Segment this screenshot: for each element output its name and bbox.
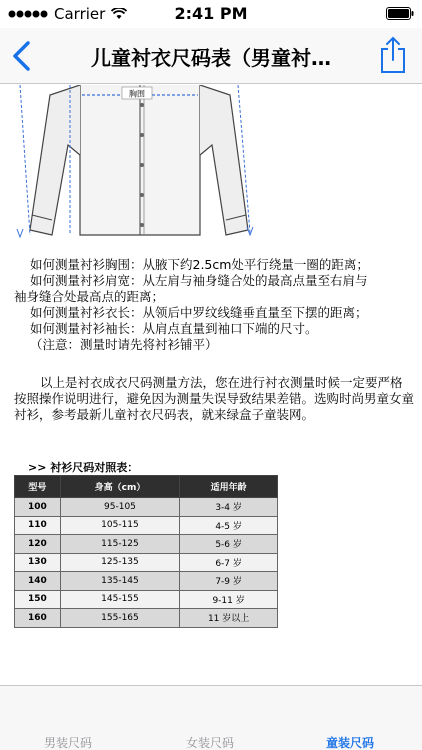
article-content xyxy=(0,85,422,685)
table-header: 适用年龄 xyxy=(180,476,278,498)
tab-women-sizes[interactable]: 女装尺码 xyxy=(186,736,235,750)
tab-bar xyxy=(0,685,422,750)
shoulder-instruction-cont: 袖身缝合处最高点的距离； xyxy=(14,289,165,304)
table-row: 160 155-165 11 岁以上 xyxy=(15,609,278,628)
table-row: 150 145-155 9-11 岁 xyxy=(15,590,278,609)
share-icon[interactable] xyxy=(380,36,406,74)
chest-label: 胸围 xyxy=(129,89,145,99)
size-chart-table xyxy=(14,475,278,628)
table-row: 100 95-105 3-4 岁 xyxy=(15,498,278,517)
length-instruction: 如何测量衬衫衣长：从领后中罗纹线缝垂直量至下摆的距离； xyxy=(30,305,368,320)
page-title: 儿童衬衣尺码表（男童衬… xyxy=(91,46,331,70)
shoulder-instruction: 如何测量衬衫肩宽：从左肩与袖身缝合处的最高点量至右肩与 xyxy=(30,273,368,288)
tab-men-sizes[interactable]: 男装尺码 xyxy=(44,736,93,750)
tab-kids-sizes[interactable]: 童装尺码 xyxy=(326,736,375,750)
table-row: 110 105-115 4-5 岁 xyxy=(15,516,278,535)
shirt-measurement-image xyxy=(10,85,270,250)
status-bar xyxy=(0,0,422,28)
table-title: >> 衬衫尺码对照表： xyxy=(28,461,139,474)
table-row: 140 135-145 7-9 岁 xyxy=(15,572,278,591)
measurement-instructions xyxy=(14,257,414,353)
battery-icon xyxy=(386,7,414,20)
table-row: 130 125-135 6-7 岁 xyxy=(15,553,278,572)
table-header: 身高（cm） xyxy=(60,476,179,498)
table-header: 型号 xyxy=(15,476,61,498)
chest-instruction: 如何测量衬衫胸围：从腋下约2.5cm处平行绕量一圈的距离； xyxy=(30,257,369,272)
measure-note: （注意：测量时请先将衬衫铺平） xyxy=(30,337,218,352)
sleeve-instruction: 如何测量衬衫袖长：从肩点直量到袖口下端的尺寸。 xyxy=(30,321,318,336)
back-chevron-icon[interactable] xyxy=(10,40,34,72)
table-header-row xyxy=(15,476,278,498)
table-row: 120 115-125 5-6 岁 xyxy=(15,535,278,554)
navigation-bar xyxy=(0,28,422,84)
description-paragraph: 以上是衬衣成衣尺码测量方法，您在进行衬衣测量时候一定要严格按照操作说明进行，避免因为测量失误导致结果差错。选购时尚男童女童衬衫，参考最新儿童衬衣尺码表，就来绿盒子童装网。 xyxy=(14,375,415,422)
status-time: 2:41 PM xyxy=(174,4,248,23)
carrier-label: Carrier xyxy=(54,5,106,23)
